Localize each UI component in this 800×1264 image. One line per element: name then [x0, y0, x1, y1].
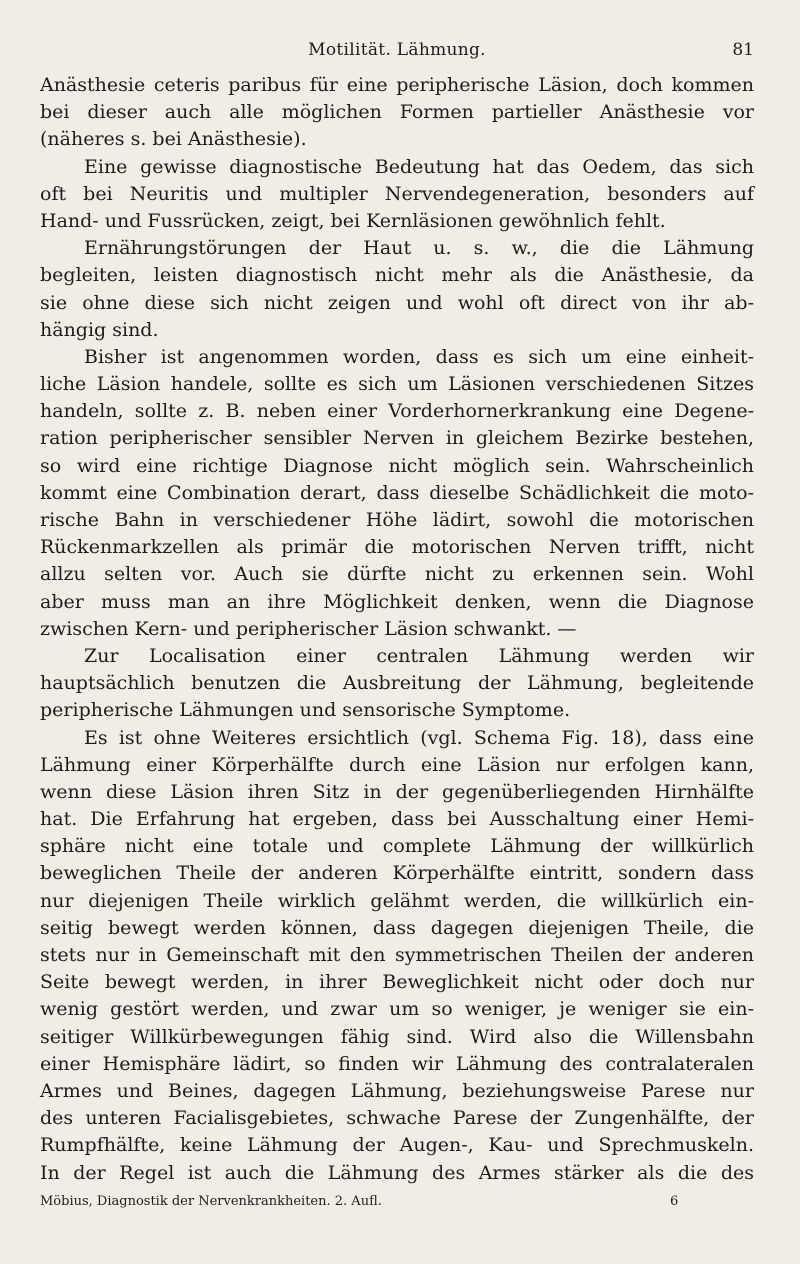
running-title: Motilität. Lähmung. — [308, 40, 486, 60]
text-line: hat. Die Erfahrung hat ergeben, dass bei Ausschaltung einer Hemi- — [40, 808, 754, 831]
text-line: Rückenmarkzellen als primär die motorischen Nerven trifft, nicht — [40, 536, 754, 559]
text-line: Seite bewegt werden, in ihrer Beweglichkeit nicht oder doch nur — [40, 971, 754, 994]
signature-mark: 6 — [670, 1194, 679, 1209]
text-line: liche Läsion handele, sollte es sich um Läsionen verschiedenen Sitzes — [40, 373, 754, 396]
text-line: kommt eine Combination derart, dass dieselbe Schädlichkeit die moto- — [40, 481, 754, 504]
page-number: 81 — [732, 40, 754, 60]
text-line: allzu selten vor. Auch sie dürfte nicht zu erkennen sein. Wohl — [40, 563, 754, 586]
text-line: beweglichen Theile der anderen Körperhälfte eintritt, sondern dass — [40, 862, 754, 885]
text-line: ration peripherischer sensibler Nerven in gleichem Bezirke bestehen, — [40, 427, 754, 450]
text-line: hauptsächlich benutzen die Ausbreitung der Lähmung, begleitende — [40, 672, 754, 695]
text-line: Es ist ohne Weiteres ersichtlich (vgl. Schema Fig. 18), dass eine — [84, 726, 754, 749]
text-line: einer Hemisphäre lädirt, so finden wir Lähmung des contralateralen — [40, 1052, 754, 1075]
text-line: wenig gestört werden, und zwar um so weniger, je weniger sie ein- — [40, 998, 754, 1021]
text-line: des unteren Facialisgebietes, schwache Parese der Zungenhälfte, der — [40, 1107, 754, 1130]
text-line: Eine gewisse diagnostische Bedeutung hat das Oedem, das sich — [84, 155, 754, 178]
text-line: sie ohne diese sich nicht zeigen und wohl oft direct von ihr ab- — [40, 291, 754, 314]
body-text — [40, 72, 754, 1187]
text-line: bei dieser auch alle möglichen Formen partieller Anästhesie vor — [40, 101, 754, 124]
text-line: seitig bewegt werden können, dass dagegen diejenigen Theile, die — [40, 916, 754, 939]
text-line: seitiger Willkürbewegungen fähig sind. Wird also die Willensbahn — [40, 1025, 754, 1048]
text-line: Rumpfhälfte, keine Lähmung der Augen-, Kau- und Sprechmuskeln. — [40, 1134, 754, 1157]
text-line: stets nur in Gemeinschaft mit den symmetrischen Theilen der anderen — [40, 944, 754, 966]
text-line: hängig sind. — [40, 318, 159, 341]
text-line: wenn diese Läsion ihren Sitz in der gegenüberliegenden Hirnhälfte — [40, 780, 754, 803]
text-line: Anästhesie ceteris paribus für eine peripherische Läsion, doch kommen — [40, 74, 754, 96]
text-line: sphäre nicht eine totale und complete Lähmung der willkürlich — [40, 835, 754, 858]
footer-citation: Möbius, Diagnostik der Nervenkrankheiten. 2. Aufl. — [40, 1194, 382, 1209]
text-line: Ernährungstörungen der Haut u. s. w., die die Lähmung — [84, 237, 754, 260]
text-line: zwischen Kern- und peripherischer Läsion schwankt. — — [40, 617, 577, 640]
text-line: Bisher ist angenommen worden, dass es sich um eine einheit- — [84, 345, 754, 368]
text-line: peripherische Lähmungen und sensorische Symptome. — [40, 699, 571, 722]
text-line: (näheres s. bei Anästhesie). — [40, 128, 307, 151]
text-line: Zur Localisation einer centralen Lähmung werden wir — [84, 644, 754, 667]
text-line: begleiten, leisten diagnostisch nicht mehr als die Anästhesie, da — [40, 264, 754, 287]
text-line: nur diejenigen Theile wirklich gelähmt werden, die willkürlich ein- — [40, 889, 754, 912]
text-line: Armes und Beines, dagegen Lähmung, beziehungsweise Parese nur — [40, 1079, 754, 1102]
page-footer — [40, 1194, 754, 1216]
text-line: In der Regel ist auch die Lähmung des Armes stärker als die des — [40, 1161, 754, 1184]
text-line: rische Bahn in verschiedener Höhe lädirt, sowohl die motorischen — [40, 509, 754, 531]
text-line: aber muss man an ihre Möglichkeit denken, wenn die Diagnose — [40, 590, 754, 613]
text-line: Lähmung einer Körperhälfte durch eine Läsion nur erfolgen kann, — [40, 753, 754, 776]
text-line: handeln, sollte z. B. neben einer Vorderhornerkrankung eine Degene- — [40, 400, 754, 423]
text-line: so wird eine richtige Diagnose nicht möglich sein. Wahrscheinlich — [40, 454, 754, 477]
page-header — [40, 40, 754, 64]
text-line: Hand- und Fussrücken, zeigt, bei Kernläsionen gewöhnlich fehlt. — [40, 209, 666, 232]
text-line: oft bei Neuritis und multipler Nervendegeneration, besonders auf — [40, 182, 754, 205]
